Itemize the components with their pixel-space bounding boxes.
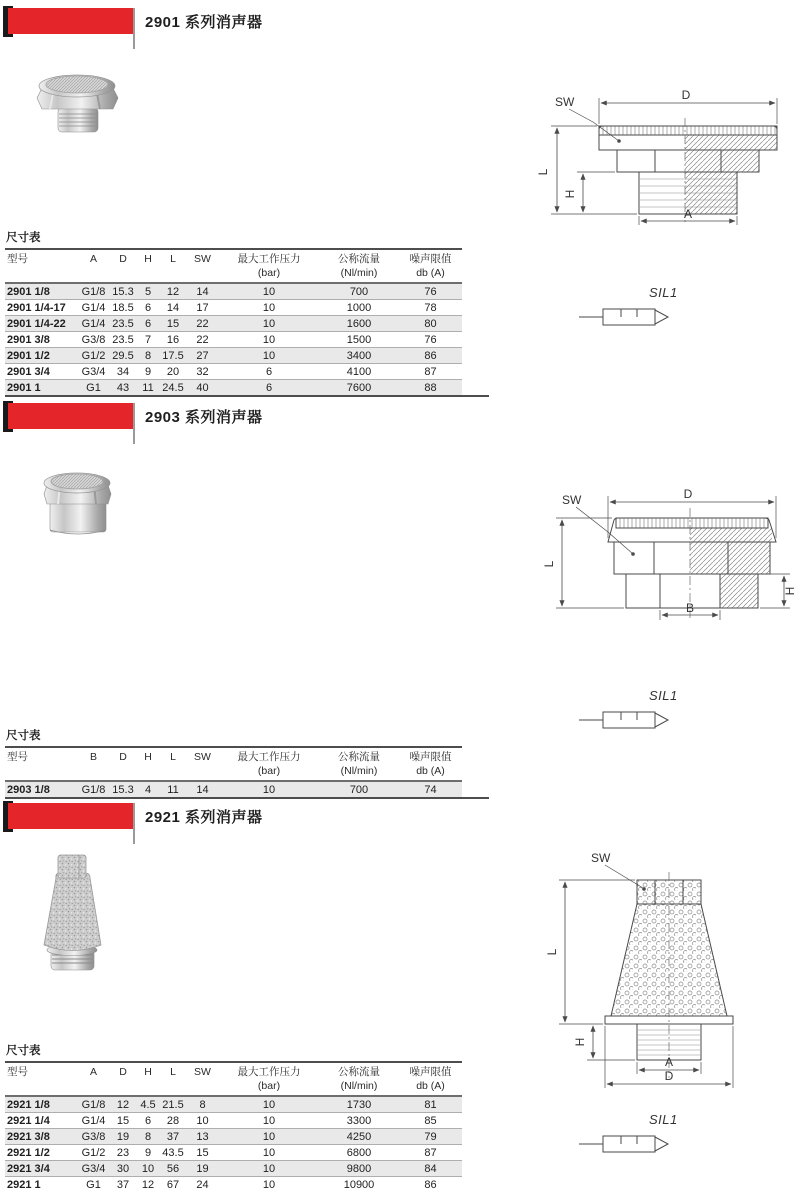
table-row <box>5 332 462 348</box>
value-cell: 6800 <box>346 1147 372 1160</box>
column-header: L <box>170 751 176 763</box>
table-label: 尺寸表 <box>6 730 41 742</box>
dimension-table-section-2921 <box>5 1042 492 1191</box>
value-cell: 700 <box>349 784 369 797</box>
value-cell: 6 <box>265 366 273 379</box>
table-row <box>5 1113 462 1129</box>
section-title-2921: 2921 系列消声器 <box>145 809 263 826</box>
table-bottom-rule <box>5 395 489 397</box>
value-cell: 4100 <box>346 366 372 379</box>
technical-drawing-2901 <box>533 86 798 226</box>
value-cell: 23.5 <box>112 318 134 331</box>
model-cell: 2901 1/8 <box>7 286 50 299</box>
column-header: SW <box>194 1066 211 1078</box>
value-cell: G3/4 <box>81 1163 106 1176</box>
value-cell: 14 <box>196 286 209 299</box>
value-cell: 4 <box>144 784 152 797</box>
value-cell: 12 <box>141 1179 155 1191</box>
value-cell: 14 <box>196 784 209 797</box>
table-row <box>5 1096 462 1113</box>
value-cell: 34 <box>116 366 130 379</box>
table-bottom-rule <box>5 797 489 799</box>
column-header: L <box>170 1066 176 1078</box>
value-cell: 8 <box>144 1131 152 1144</box>
value-cell: 32 <box>196 366 209 379</box>
dimension-table <box>5 248 462 395</box>
column-header: 公称流量 (Nl/min) <box>338 751 380 777</box>
model-cell: 2901 3/8 <box>7 334 50 347</box>
value-cell: G1/8 <box>81 1099 106 1112</box>
dim-label-a: A <box>683 207 693 221</box>
value-cell: 10 <box>262 1179 276 1191</box>
value-cell: 1730 <box>346 1099 372 1112</box>
value-cell: 9 <box>144 1147 152 1160</box>
model-cell: 2901 1 <box>7 382 41 395</box>
table-row <box>5 316 462 332</box>
column-header: H <box>144 1066 152 1078</box>
dim-label-l: L <box>536 168 550 176</box>
table-header-row <box>5 249 462 283</box>
value-cell: 19 <box>116 1131 130 1144</box>
column-header: A <box>89 253 97 265</box>
table-row <box>5 781 462 797</box>
header-divider-line <box>133 403 135 444</box>
value-cell: G1 <box>86 382 101 395</box>
dim-label-a: A <box>664 1055 674 1069</box>
model-cell: 2903 1/8 <box>7 784 50 797</box>
value-cell: 15.3 <box>112 784 134 797</box>
value-cell: 1000 <box>346 302 372 315</box>
table-row <box>5 1161 462 1177</box>
table-label: 尺寸表 <box>6 232 41 244</box>
section-title-2903: 2903 系列消声器 <box>145 409 263 426</box>
value-cell: 7 <box>144 334 152 347</box>
value-cell: 3400 <box>346 350 372 363</box>
value-cell: 700 <box>349 286 369 299</box>
value-cell: 3300 <box>346 1115 372 1128</box>
value-cell: 27 <box>196 350 209 363</box>
dim-label-d: D <box>683 487 693 501</box>
value-cell: 80 <box>424 318 437 331</box>
value-cell: 6 <box>265 382 273 395</box>
dim-label-d: D <box>664 1069 674 1083</box>
dim-label-sw: SW <box>562 493 582 507</box>
value-cell: 87 <box>424 1147 437 1160</box>
symbol-label: SIL1 <box>649 1112 678 1127</box>
table-header-row <box>5 1062 462 1096</box>
column-header: 公称流量 (Nl/min) <box>338 1066 380 1092</box>
model-cell: 2921 3/8 <box>7 1131 50 1144</box>
value-cell: 10900 <box>343 1179 375 1191</box>
value-cell: 10 <box>141 1163 155 1176</box>
value-cell: 43 <box>116 382 130 395</box>
value-cell: 10 <box>262 1099 276 1112</box>
column-header: D <box>119 253 127 265</box>
model-cell: 2901 1/4-22 <box>7 318 66 331</box>
header-red-bar <box>8 803 133 829</box>
value-cell: 11 <box>142 382 154 395</box>
value-cell: 15 <box>116 1115 130 1128</box>
value-cell: 17.5 <box>162 350 184 363</box>
column-header: 噪声限值 db (A) <box>409 253 452 279</box>
value-cell: 21.5 <box>162 1099 184 1112</box>
product-photo-2901 <box>30 60 125 145</box>
value-cell: 10 <box>262 318 276 331</box>
value-cell: 9 <box>144 366 152 379</box>
value-cell: G1/4 <box>81 318 106 331</box>
dim-label-d: D <box>681 88 691 102</box>
column-header: L <box>170 253 176 265</box>
column-header: H <box>144 253 152 265</box>
value-cell: 10 <box>262 334 276 347</box>
value-cell: 10 <box>262 1163 276 1176</box>
value-cell: 30 <box>116 1163 130 1176</box>
value-cell: 8 <box>199 1099 206 1112</box>
value-cell: 56 <box>166 1163 180 1176</box>
value-cell: 24 <box>196 1179 209 1191</box>
value-cell: 1600 <box>346 318 372 331</box>
technical-drawing-2921 <box>543 846 788 1091</box>
table-row <box>5 1129 462 1145</box>
symbol-label: SIL1 <box>649 285 678 300</box>
value-cell: 20 <box>166 366 180 379</box>
value-cell: 10 <box>262 350 276 363</box>
column-header: D <box>119 1066 127 1078</box>
value-cell: 78 <box>424 302 437 315</box>
value-cell: 8 <box>144 350 152 363</box>
value-cell: 76 <box>424 334 437 347</box>
model-cell: 2921 3/4 <box>7 1163 50 1176</box>
model-cell: 2921 1/2 <box>7 1147 50 1160</box>
value-cell: 15 <box>166 318 180 331</box>
dimension-table-section-2903 <box>5 727 492 799</box>
value-cell: 22 <box>196 318 209 331</box>
column-header: A <box>89 1066 97 1078</box>
product-photo-2903 <box>30 460 125 545</box>
column-header: D <box>119 751 127 763</box>
value-cell: 10 <box>262 302 276 315</box>
column-header: 型号 <box>7 1066 28 1078</box>
value-cell: G1/2 <box>81 350 106 363</box>
value-cell: 10 <box>262 784 276 797</box>
table-row <box>5 283 462 300</box>
dim-label-h: H <box>783 586 797 596</box>
value-cell: 12 <box>166 286 180 299</box>
value-cell: G1/8 <box>81 286 106 299</box>
value-cell: 6 <box>144 318 152 331</box>
table-row <box>5 380 462 396</box>
value-cell: 37 <box>116 1179 130 1191</box>
value-cell: 40 <box>196 382 209 395</box>
dim-label-l: L <box>542 560 556 568</box>
value-cell: G1/4 <box>81 1115 106 1128</box>
value-cell: 10 <box>262 286 276 299</box>
column-header: 最大工作压力 (bar) <box>237 253 301 279</box>
value-cell: 81 <box>424 1099 437 1112</box>
dim-label-sw: SW <box>591 851 611 865</box>
value-cell: 13 <box>196 1131 209 1144</box>
product-photo-2921 <box>25 850 120 983</box>
value-cell: 22 <box>196 334 209 347</box>
value-cell: 17 <box>196 302 209 315</box>
value-cell: 84 <box>424 1163 437 1176</box>
value-cell: 85 <box>424 1115 437 1128</box>
table-label: 尺寸表 <box>6 1045 41 1057</box>
table-header-row <box>5 747 462 781</box>
header-divider-line <box>133 8 135 49</box>
table-row <box>5 1177 462 1191</box>
column-header: 型号 <box>7 751 28 763</box>
column-header: H <box>144 751 152 763</box>
value-cell: 19 <box>196 1163 209 1176</box>
value-cell: 14 <box>166 302 180 315</box>
value-cell: G1 <box>86 1179 101 1191</box>
model-cell: 2921 1/8 <box>7 1099 50 1112</box>
model-cell: 2921 1 <box>7 1179 41 1191</box>
value-cell: 15 <box>196 1147 209 1160</box>
value-cell: 16 <box>166 334 180 347</box>
value-cell: G3/8 <box>81 334 106 347</box>
table-row <box>5 1145 462 1161</box>
dim-label-h: H <box>563 189 577 199</box>
header-red-bar <box>8 8 133 34</box>
value-cell: 23.5 <box>112 334 134 347</box>
value-cell: 1500 <box>346 334 372 347</box>
value-cell: 24.5 <box>162 382 184 395</box>
value-cell: 6 <box>144 302 152 315</box>
silencer-symbol-2901 <box>573 281 703 333</box>
value-cell: 86 <box>424 1179 437 1191</box>
value-cell: 43.5 <box>162 1147 184 1160</box>
value-cell: 18.5 <box>112 302 134 315</box>
silencer-symbol-2921 <box>573 1108 703 1160</box>
value-cell: 10 <box>262 1147 276 1160</box>
dimension-table-section-2901 <box>5 229 492 397</box>
value-cell: 29.5 <box>112 350 134 363</box>
value-cell: 6 <box>144 1115 152 1128</box>
dimension-table <box>5 746 462 797</box>
header-red-bar <box>8 403 133 429</box>
value-cell: 79 <box>424 1131 437 1144</box>
value-cell: G1/2 <box>81 1147 106 1160</box>
value-cell: 15.3 <box>112 286 134 299</box>
value-cell: 37 <box>166 1131 180 1144</box>
value-cell: 10 <box>196 1115 209 1128</box>
value-cell: G1/4 <box>81 302 106 315</box>
technical-drawing-2903 <box>538 482 798 622</box>
value-cell: 74 <box>424 784 437 797</box>
value-cell: 28 <box>166 1115 180 1128</box>
value-cell: 10 <box>262 1131 276 1144</box>
value-cell: 4250 <box>346 1131 372 1144</box>
table-row <box>5 300 462 316</box>
column-header: B <box>89 751 97 763</box>
value-cell: 86 <box>424 350 437 363</box>
column-header: 公称流量 (Nl/min) <box>338 253 380 279</box>
header-divider-line <box>133 803 135 844</box>
model-cell: 2901 1/4-17 <box>7 302 66 315</box>
dim-label-b: B <box>685 601 695 615</box>
model-cell: 2921 1/4 <box>7 1115 50 1128</box>
symbol-label: SIL1 <box>649 688 678 703</box>
value-cell: 11 <box>167 784 179 797</box>
value-cell: 67 <box>166 1179 180 1191</box>
model-cell: 2901 3/4 <box>7 366 50 379</box>
value-cell: 76 <box>424 286 437 299</box>
column-header: 噪声限值 db (A) <box>409 751 452 777</box>
value-cell: 10 <box>262 1115 276 1128</box>
column-header: SW <box>194 751 211 763</box>
model-cell: 2901 1/2 <box>7 350 50 363</box>
column-header: 型号 <box>7 253 28 265</box>
value-cell: G3/8 <box>81 1131 106 1144</box>
value-cell: G3/4 <box>81 366 106 379</box>
dimension-table <box>5 1061 462 1191</box>
table-row <box>5 348 462 364</box>
dim-label-sw: SW <box>555 95 575 109</box>
value-cell: 87 <box>424 366 437 379</box>
dim-label-h: H <box>573 1037 587 1047</box>
value-cell: 7600 <box>346 382 372 395</box>
value-cell: 9800 <box>346 1163 372 1176</box>
value-cell: 5 <box>144 286 152 299</box>
column-header: SW <box>194 253 211 265</box>
silencer-symbol-2903 <box>573 684 703 736</box>
value-cell: 4.5 <box>140 1099 156 1112</box>
value-cell: G1/8 <box>81 784 106 797</box>
value-cell: 12 <box>116 1099 130 1112</box>
table-row <box>5 364 462 380</box>
value-cell: 23 <box>116 1147 130 1160</box>
column-header: 最大工作压力 (bar) <box>237 1066 301 1092</box>
column-header: 噪声限值 db (A) <box>409 1066 452 1092</box>
column-header: 最大工作压力 (bar) <box>237 751 301 777</box>
value-cell: 88 <box>424 382 437 395</box>
dim-label-l: L <box>545 948 559 956</box>
section-title-2901: 2901 系列消声器 <box>145 14 263 31</box>
